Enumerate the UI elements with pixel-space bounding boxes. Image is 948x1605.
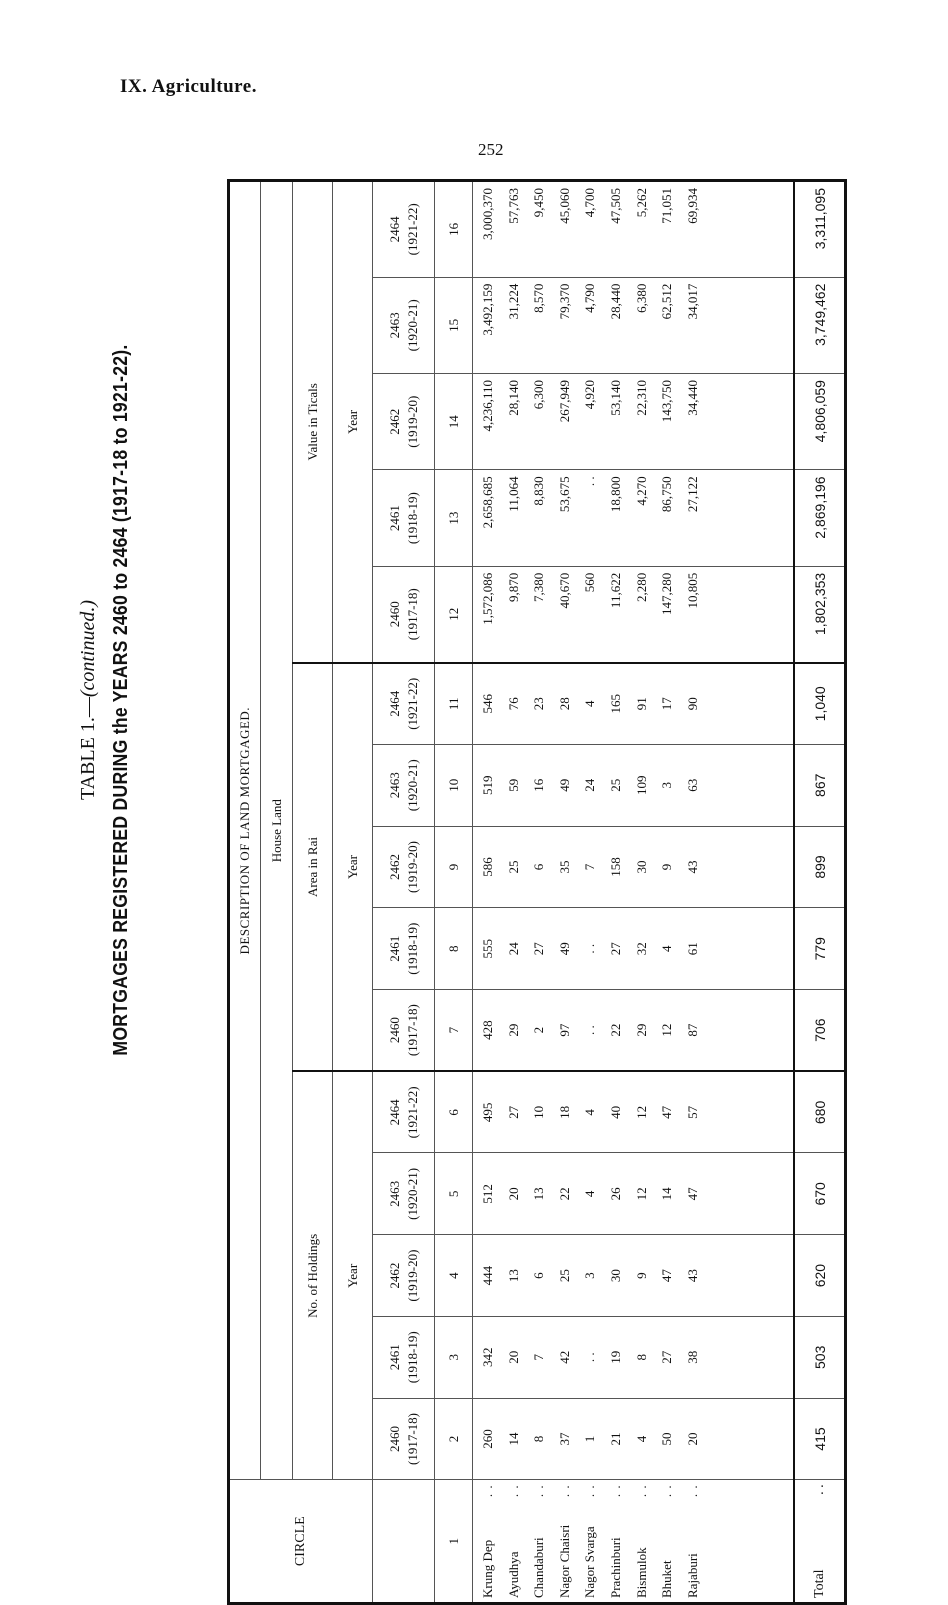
circle-year-blank [373, 1480, 435, 1604]
totals-area-cell: 779 [794, 908, 845, 990]
circle-dots: . . [556, 1484, 572, 1498]
holdings-value: 21 [607, 1432, 623, 1446]
value-value: 11,064 [505, 476, 521, 512]
column-number: 9 [435, 826, 473, 908]
year-header-cell [373, 277, 435, 373]
totals-value-cell: 2,869,196 [794, 470, 845, 566]
value-value: 28,440 [607, 283, 623, 320]
area-value: 61 [684, 942, 700, 956]
area-value: 9 [659, 863, 675, 871]
holdings-value: 14 [505, 1432, 521, 1446]
value-value: 40,670 [556, 572, 572, 609]
area-value: 158 [607, 857, 623, 877]
area-value: . . [582, 943, 598, 954]
table-title-block [77, 150, 187, 1250]
year-header-cell [373, 1235, 435, 1317]
year-be: 2464 [386, 216, 402, 243]
holdings-column [473, 1071, 795, 1153]
totals-holdings-cell: 503 [794, 1316, 845, 1398]
year-be: 2460 [386, 1017, 402, 1044]
value-value: 6,300 [531, 380, 547, 410]
holdings-value: 38 [684, 1350, 700, 1364]
totals-holdings-cell: 415 [794, 1398, 845, 1480]
circle-name-text: Ayudhya [505, 1551, 521, 1598]
holdings-value: 26 [607, 1187, 623, 1201]
year-header-cell [373, 1398, 435, 1480]
column-number: 15 [435, 277, 473, 373]
holdings-value: 13 [531, 1187, 547, 1201]
value-value: 31,224 [505, 283, 521, 320]
area-value: 90 [684, 697, 700, 711]
area-value: 97 [556, 1023, 572, 1037]
area-value: 35 [556, 860, 572, 874]
holdings-value: 20 [505, 1187, 521, 1201]
holdings-value: 43 [684, 1269, 700, 1283]
value-value: 3,492,159 [480, 283, 495, 336]
year-header-row [373, 181, 435, 1604]
holdings-column [473, 1235, 795, 1317]
holdings-value: 9 [633, 1272, 649, 1279]
circle-name-text: Prachinburi [607, 1537, 623, 1598]
year-header-cell [373, 744, 435, 826]
holdings-value: 40 [607, 1105, 623, 1119]
holdings-value: 260 [480, 1429, 495, 1449]
holdings-value: 42 [556, 1350, 572, 1364]
column-number: 4 [435, 1235, 473, 1317]
year-header-cell [373, 1316, 435, 1398]
section-heading: IX. Agriculture. [120, 76, 257, 97]
value-column [473, 277, 795, 373]
value-value: 71,051 [659, 188, 675, 224]
value-value: 86,750 [659, 476, 675, 513]
area-value: 91 [633, 697, 649, 711]
year-ce: (1919-20) [404, 840, 420, 893]
year-be: 2462 [386, 853, 402, 880]
circle-name-text: Bismulok [633, 1547, 649, 1598]
total-label: Total [811, 1569, 827, 1598]
value-value: 22,310 [633, 380, 649, 416]
area-value: 25 [607, 778, 623, 792]
year-ce: (1919-20) [404, 395, 420, 448]
value-header: Value in Ticals [293, 181, 333, 663]
year-ce: (1920-21) [404, 1167, 420, 1220]
year-header-cell [373, 470, 435, 566]
column-number: 12 [435, 566, 473, 662]
value-value: 11,622 [607, 572, 623, 609]
circle-dots: . . [659, 1484, 675, 1498]
area-value: 32 [633, 942, 649, 956]
totals-holdings-cell: 680 [794, 1071, 845, 1153]
area-value: 76 [505, 697, 521, 711]
year-ce: (1918-19) [404, 922, 420, 975]
year-be: 2463 [386, 312, 402, 339]
holdings-value: 13 [505, 1269, 521, 1283]
page-number: 252 [478, 140, 504, 159]
value-value: 69,934 [684, 188, 700, 224]
holdings-value: 20 [684, 1432, 700, 1446]
column-number: 13 [435, 470, 473, 566]
value-value: 4,270 [633, 476, 649, 506]
totals-value-cell: 3,749,462 [794, 277, 845, 373]
circle-name [526, 1484, 552, 1598]
value-value: 57,763 [505, 188, 521, 224]
area-value: 519 [480, 775, 495, 796]
value-value: 28,140 [505, 380, 521, 416]
value-value: 53,675 [556, 476, 572, 513]
holdings-value: 20 [505, 1350, 521, 1364]
area-value: 43 [684, 860, 700, 874]
year-header-cell [373, 1153, 435, 1235]
year-ce: (1917-18) [404, 1004, 420, 1057]
year-be: 2463 [386, 772, 402, 799]
circle-dots: . . [531, 1484, 547, 1498]
value-year-label: Year [333, 181, 373, 663]
circle-dots: . . [607, 1484, 623, 1498]
year-header-cell [373, 663, 435, 745]
circle-name-text: Nagor Svarga [582, 1526, 598, 1598]
value-value: 2,658,685 [480, 476, 495, 529]
area-value: 30 [633, 860, 649, 874]
year-header-cell [373, 908, 435, 990]
totals-value-cell: 1,802,353 [794, 566, 845, 662]
year-be: 2460 [386, 1426, 402, 1453]
year-header-cell [373, 1071, 435, 1153]
column-number: 1 [435, 1480, 473, 1604]
area-value: 87 [684, 1023, 700, 1037]
area-value: 6 [531, 863, 547, 871]
holdings-value: 37 [556, 1432, 572, 1446]
circle-name [654, 1484, 680, 1598]
area-value: 27 [607, 942, 623, 956]
year-header-cell [373, 181, 435, 278]
area-value: 109 [633, 775, 649, 796]
value-value: 147,280 [659, 572, 675, 616]
area-value: 49 [556, 942, 572, 956]
area-value: 29 [505, 1023, 521, 1037]
circle-dots: . . [684, 1484, 700, 1498]
value-value: 6,380 [633, 283, 649, 313]
area-value: 25 [505, 860, 521, 874]
value-value: 9,450 [531, 188, 547, 218]
value-value: 7,380 [531, 572, 547, 603]
area-value: 28 [556, 697, 572, 711]
holdings-value: 14 [659, 1187, 675, 1201]
holdings-value: 4 [633, 1435, 649, 1443]
year-header-cell [373, 990, 435, 1072]
holdings-value: 4 [582, 1109, 598, 1116]
area-value: 24 [505, 942, 521, 956]
value-value: 5,262 [633, 188, 649, 218]
year-ce: (1920-21) [404, 759, 420, 812]
totals-value-cell: 4,806,059 [794, 374, 845, 470]
holdings-value: 8 [633, 1354, 649, 1361]
totals-area-cell: 1,040 [794, 663, 845, 745]
total-label-cell [794, 1480, 845, 1604]
value-value: 34,017 [684, 283, 700, 320]
holdings-value: 18 [556, 1105, 572, 1119]
circle-name [577, 1484, 603, 1598]
area-header: Area in Rai [293, 663, 333, 1072]
area-value: 59 [505, 778, 521, 792]
column-number: 6 [435, 1071, 473, 1153]
holdings-value: 12 [633, 1105, 649, 1119]
total-row [794, 181, 845, 1604]
area-value: 4 [582, 700, 598, 708]
area-value: 4 [659, 945, 675, 952]
holdings-column [473, 1316, 795, 1398]
circle-dots: . . [633, 1484, 649, 1498]
area-year-label: Year [333, 663, 373, 1072]
totals-value-cell: 3,311,095 [794, 181, 845, 278]
circle-name [629, 1484, 655, 1598]
area-column [473, 663, 795, 745]
circle-name [680, 1484, 706, 1598]
year-be: 2460 [386, 601, 402, 628]
holdings-value: 495 [480, 1102, 495, 1123]
area-value: 586 [480, 857, 495, 877]
holdings-value: 512 [480, 1184, 495, 1204]
column-number: 14 [435, 374, 473, 470]
circle-name [475, 1484, 501, 1598]
holdings-value: 4 [582, 1190, 598, 1198]
year-ce: (1918-19) [404, 1331, 420, 1384]
year-be: 2462 [386, 408, 402, 435]
circle-name [603, 1484, 629, 1598]
year-header-cell [373, 826, 435, 908]
value-value: 8,570 [531, 283, 547, 313]
area-value: 49 [556, 778, 572, 792]
value-value: 560 [582, 572, 598, 593]
area-value: 29 [633, 1023, 649, 1037]
value-value: 2,280 [633, 572, 649, 603]
value-value: 4,920 [582, 380, 598, 410]
value-value: 267,949 [556, 380, 572, 423]
value-value: 1,572,086 [480, 572, 495, 625]
value-value: 18,800 [607, 476, 623, 513]
year-ce: (1919-20) [404, 1249, 420, 1302]
year-be: 2461 [386, 935, 402, 962]
circle-name-text: Krung Dep [480, 1539, 495, 1598]
year-be: 2461 [386, 1344, 402, 1371]
holdings-value: 342 [480, 1347, 495, 1368]
value-value: 3,000,370 [480, 188, 495, 240]
year-ce: (1921-22) [404, 203, 420, 256]
circle-name [501, 1484, 527, 1598]
holdings-value: 27 [659, 1350, 675, 1364]
area-value: 546 [480, 694, 495, 714]
circle-dots: . . [480, 1484, 495, 1498]
year-ce: (1921-22) [404, 1086, 420, 1139]
circle-name-text: Chandaburi [531, 1537, 547, 1598]
area-column [473, 826, 795, 908]
year-ce: (1921-22) [404, 677, 420, 730]
column-number: 11 [435, 663, 473, 745]
area-column [473, 990, 795, 1072]
holdings-value: 1 [582, 1435, 598, 1443]
holdings-value: 27 [505, 1105, 521, 1119]
year-be: 2464 [386, 690, 402, 717]
column-number: 3 [435, 1316, 473, 1398]
column-number: 16 [435, 181, 473, 278]
holdings-value: 47 [659, 1269, 675, 1283]
value-value: 62,512 [659, 283, 675, 320]
circle-header: CIRCLE [229, 1480, 373, 1604]
value-value: 27,122 [684, 476, 700, 513]
totals-area-cell: 706 [794, 990, 845, 1072]
holdings-value: 47 [684, 1187, 700, 1201]
holdings-value: 444 [480, 1265, 495, 1286]
holdings-value: 47 [659, 1105, 675, 1119]
area-value: 23 [531, 697, 547, 711]
circle-name-text: Nagor Chaisri [556, 1524, 572, 1598]
year-ce: (1917-18) [404, 1413, 420, 1466]
holdings-value: 3 [582, 1272, 598, 1279]
value-column [473, 566, 795, 662]
area-value: 7 [582, 863, 598, 871]
holdings-header: No. of Holdings [293, 1071, 333, 1480]
circle-dots: . . [505, 1484, 521, 1498]
holdings-value: 25 [556, 1269, 572, 1283]
value-value: 34,440 [684, 380, 700, 416]
totals-area-cell: 867 [794, 744, 845, 826]
area-value: 24 [582, 778, 598, 792]
circle-name [552, 1484, 578, 1598]
column-number-row [435, 181, 473, 1604]
year-header-cell [373, 566, 435, 662]
holdings-value: 7 [531, 1354, 547, 1361]
value-value: 143,750 [659, 380, 675, 423]
column-number: 8 [435, 908, 473, 990]
mortgage-table-wrapper [227, 179, 847, 1605]
year-be: 2464 [386, 1099, 402, 1126]
year-header-cell [373, 374, 435, 470]
year-ce: (1917-18) [404, 588, 420, 641]
area-value: 428 [480, 1020, 495, 1040]
year-be: 2461 [386, 505, 402, 532]
circle-dots: . . [582, 1484, 598, 1498]
value-value: 47,505 [607, 188, 623, 224]
totals-holdings-cell: 670 [794, 1153, 845, 1235]
value-value: 9,870 [505, 572, 521, 603]
circle-name-text: Bhuket [659, 1560, 675, 1598]
value-value: 4,790 [582, 283, 598, 313]
holdings-value: 8 [531, 1435, 547, 1443]
area-value: 165 [607, 694, 623, 714]
holdings-value: 10 [531, 1105, 547, 1119]
holdings-value: 19 [607, 1350, 623, 1364]
totals-holdings-cell: 620 [794, 1235, 845, 1317]
holdings-year-label: Year [333, 1071, 373, 1480]
table-subtitle: MORTGAGES REGISTERED DURING the YEARS 2460 to 2464 (1917-18 to 1921-22). [110, 344, 132, 1056]
holdings-column [473, 1398, 795, 1480]
area-value: 12 [659, 1023, 675, 1037]
value-value: . . [582, 476, 598, 487]
value-value: 10,805 [684, 572, 700, 609]
area-value: 2 [531, 1026, 547, 1034]
area-column [473, 744, 795, 826]
area-value: 3 [659, 782, 675, 789]
circle-name-text: Rajaburi [684, 1553, 700, 1598]
column-number: 7 [435, 990, 473, 1072]
column-number: 2 [435, 1398, 473, 1480]
table-title: TABLE 1.—(continued.) [77, 599, 99, 801]
description-header: DESCRIPTION OF LAND MORTGAGED. [229, 181, 261, 1480]
data-body-row [473, 181, 795, 1604]
holdings-value: . . [582, 1352, 598, 1363]
value-column [473, 470, 795, 566]
total-dots: . . [811, 1484, 827, 1495]
area-value: 17 [659, 697, 675, 711]
column-number: 10 [435, 744, 473, 826]
house-land-header: House Land [261, 181, 293, 1480]
holdings-column [473, 1153, 795, 1235]
value-value: 4,236,110 [480, 380, 495, 432]
holdings-value: 57 [684, 1105, 700, 1119]
year-ce: (1920-21) [404, 299, 420, 352]
mortgage-table [227, 179, 847, 1605]
value-value: 8,830 [531, 476, 547, 506]
year-ce: (1918-19) [404, 492, 420, 545]
value-value: 45,060 [556, 188, 572, 224]
value-column [473, 374, 795, 470]
holdings-value: 22 [556, 1187, 572, 1201]
holdings-value: 12 [633, 1187, 649, 1201]
area-value: 22 [607, 1023, 623, 1037]
area-value: 27 [531, 942, 547, 956]
holdings-value: 30 [607, 1269, 623, 1283]
year-be: 2462 [386, 1262, 402, 1289]
value-value: 4,700 [582, 188, 598, 218]
year-be: 2463 [386, 1180, 402, 1207]
column-number: 5 [435, 1153, 473, 1235]
area-value: 16 [531, 778, 547, 792]
area-column [473, 908, 795, 990]
circle-names-column [473, 1480, 795, 1604]
totals-area-cell: 899 [794, 826, 845, 908]
value-column [473, 181, 795, 278]
holdings-value: 6 [531, 1272, 547, 1279]
area-value: . . [582, 1025, 598, 1036]
value-value: 79,370 [556, 283, 572, 320]
area-value: 555 [480, 938, 495, 959]
area-value: 63 [684, 778, 700, 792]
value-value: 53,140 [607, 380, 623, 416]
holdings-value: 50 [659, 1432, 675, 1446]
